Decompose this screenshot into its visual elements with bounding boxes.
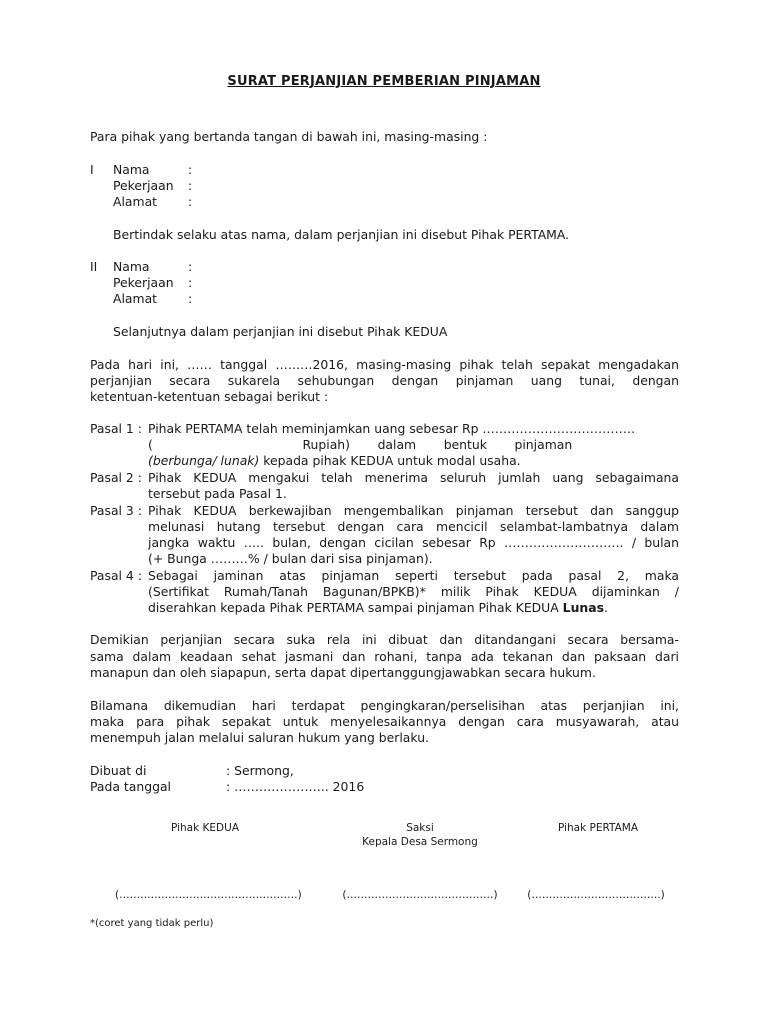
signature-line-party-two: (……………………………………………) [115, 889, 302, 901]
pasal-line: Pihak KEDUA berkewajiban mengembalikan pinjaman tersebut dan sanggup [148, 503, 679, 518]
colon: : [188, 259, 193, 274]
party-two-role: Selanjutnya dalam perjanjian ini disebut Pihak KEDUA [113, 324, 448, 339]
pasal-label: Pasal 3 : [90, 503, 142, 518]
pasal-line [148, 453, 679, 469]
pasal-line [148, 600, 679, 616]
closing-line: menempuh jalan melalui saluran hukum yang berlaku. [90, 730, 429, 745]
place-value: : Sermong, [226, 763, 294, 778]
closing-line: maka para pihak sepakat untuk menyelesaikannya dengan cara musyawarah, atau [90, 714, 679, 729]
pasal-line: tersebut pada Pasal 1. [148, 486, 287, 501]
party-two-number: II [90, 259, 98, 274]
footnote: *(coret yang tidak perlu) [90, 918, 214, 929]
pasal-line: (+ Bunga ………% / bulan dari sisa pinjaman). [148, 551, 433, 566]
pasal-italic-text: (berbunga/ lunak) [148, 453, 260, 468]
pasal-line: ( Rupiah) dalam bentuk pinjaman [148, 437, 573, 452]
pasal-line: Pihak PERTAMA telah meminjamkan uang sebesar Rp ………………………………. [148, 421, 636, 436]
pasal-line-tail: kepada pihak KEDUA untuk modal usaha. [259, 453, 521, 468]
intro-text: Para pihak yang bertanda tangan di bawah ini, masing-masing : [90, 129, 488, 144]
party-one-name-label: Nama [113, 162, 150, 177]
signature-line-witness: (……………………………………) [342, 889, 498, 901]
pasal-line: melunasi hutang tersebut dengan cara mencicil selambat-lambatnya dalam [148, 519, 679, 534]
lunas-bold-text: Lunas [562, 600, 604, 615]
date-value: : ………………….. 2016 [226, 779, 365, 794]
closing-line: sama dalam keadaan sehat jasmani dan rohani, tanpa ada tekanan dan paksaan dari [90, 649, 679, 664]
signature-party-two-label: Pihak KEDUA [171, 822, 239, 834]
party-one-role: Bertindak selaku atas nama, dalam perjanjian ini disebut Pihak PERTAMA. [113, 227, 570, 242]
party-two-job-label: Pekerjaan [113, 275, 174, 290]
pasal-line: (Sertifikat Rumah/Tanah Bagunan/BPKB)* milik Pihak KEDUA dijaminkan / [148, 584, 679, 599]
pasal-label: Pasal 4 : [90, 568, 142, 583]
place-label: Dibuat di [90, 763, 147, 778]
agreement-line: ketentuan-ketentuan sebagai berikut : [90, 389, 329, 404]
colon: : [188, 291, 193, 306]
signature-line-party-one: (……………………………….) [527, 889, 665, 901]
colon: : [188, 275, 193, 290]
closing-line: Demikian perjanjian secara suka rela ini dibuat dan ditandangani secara bersama- [90, 632, 679, 647]
closing-line: Bilamana dikemudian hari terdapat pengingkaran/perselisihan atas perjanjian ini, [90, 698, 679, 713]
date-label: Pada tanggal [90, 779, 171, 794]
colon: : [188, 162, 193, 177]
pasal-line-suffix: . [603, 600, 608, 615]
party-one-address-label: Alamat [113, 194, 158, 209]
party-two-name-label: Nama [113, 259, 150, 274]
closing-line: manapun dan oleh siapapun, serta dapat dipertanggungjawabkan secara hukum. [90, 665, 596, 680]
pasal-line: Sebagai jaminan atas pinjaman seperti tersebut pada pasal 2, maka [148, 568, 679, 583]
party-two-address-label: Alamat [113, 291, 158, 306]
signature-witness-title: Kepala Desa Sermong [362, 836, 478, 848]
agreement-line: Pada hari ini, …… tanggal ………2016, masing-masing pihak telah sepakat mengadakan [90, 357, 679, 372]
party-one-number: I [90, 162, 94, 177]
pasal-label: Pasal 1 : [90, 421, 142, 436]
document-title: SURAT PERJANJIAN PEMBERIAN PINJAMAN [227, 74, 541, 89]
pasal-line-prefix: diserahkan kepada Pihak PERTAMA sampai pinjaman Pihak KEDUA [148, 600, 563, 615]
pasal-line: jangka waktu ….. bulan, dengan cicilan sebesar Rp ……………………….. / bulan [148, 535, 679, 550]
signature-witness-label: Saksi [406, 822, 434, 834]
pasal-label: Pasal 2 : [90, 470, 142, 485]
colon: : [188, 194, 193, 209]
colon: : [188, 178, 193, 193]
agreement-line: perjanjian secara sukarela sehubungan dengan pinjaman uang tunai, dengan [90, 373, 679, 388]
signature-party-one-label: Pihak PERTAMA [557, 822, 639, 834]
pasal-line: Pihak KEDUA mengakui telah menerima seluruh jumlah uang sebagaimana [148, 470, 679, 485]
party-one-job-label: Pekerjaan [113, 178, 174, 193]
